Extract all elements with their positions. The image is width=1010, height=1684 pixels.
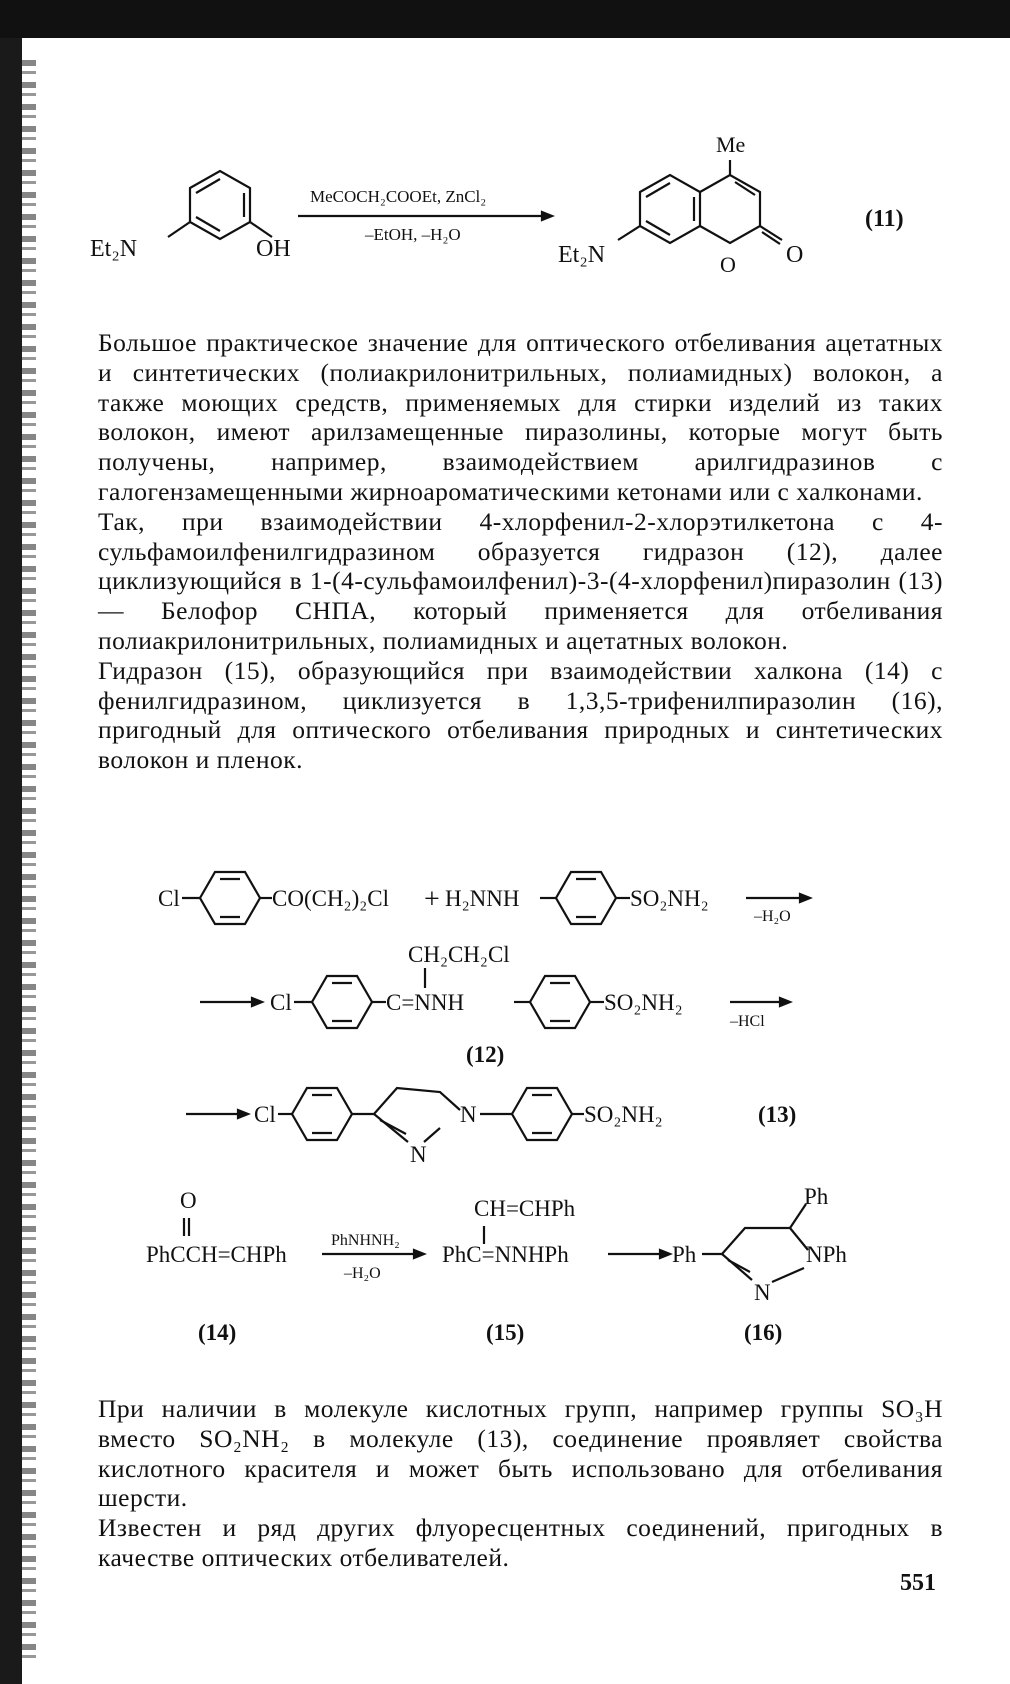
paragraph-block-1 — [98, 328, 943, 775]
row2-cl: Cl — [270, 990, 292, 1015]
row2-so2nh2: SO₂NH₂ — [604, 990, 683, 1015]
row1-sulfamoylphenyl-ring — [556, 872, 616, 924]
paragraph-block-2 — [98, 1394, 943, 1573]
reactant-benzene-ring — [168, 171, 272, 239]
pyrazoline-n: N — [754, 1280, 771, 1305]
paragraph-arylpyrazolines: Большое практическое значение для оптического отбеливания ацетатных и синтетических (полиакрилонитрильных, полиамидных) волокон, а также моющих средств, применяемых для стирки изделий из таких волокон, имеют арилзамещенные пиразолины, которые могут быть получены, например, взаимодействием арилгидразинов с галогензамещенными жирноароматическими кетонами или с халконами. — [98, 328, 943, 506]
row1-chlorophenyl-ring — [200, 872, 260, 924]
row1-so2nh2: SO₂NH₂ — [630, 886, 709, 911]
paragraph-triphenylpyrazoline: Гидразон (15), образующийся при взаимодействии халкона (14) с фенилгидразином, циклизуется в 1,3,5-трифенилпиразолин (16), пригодный для оптического отбеливания природных и синтетических волокон и пленок. — [98, 655, 943, 775]
compound-14-label: (14) — [198, 1320, 237, 1345]
row3-so2nh2: SO₂NH₂ — [584, 1102, 663, 1127]
chalcone-14: PhCCH=CHPh — [146, 1242, 287, 1267]
row1-plus: + — [424, 884, 440, 915]
product-me: Me — [716, 132, 746, 157]
row3-chlorophenyl-ring — [292, 1088, 352, 1140]
row2-hydrazone: C=NNH — [386, 990, 465, 1015]
compound-12-label: (12) — [466, 1042, 505, 1067]
paragraph-other-compounds: Известен и ряд других флуоресцентных соединений, пригодных в качестве оптических отбеливателей. — [98, 1513, 943, 1572]
row2-side-chain: CH₂CH₂Cl — [408, 942, 510, 967]
row3-n2: N — [410, 1142, 427, 1167]
reactant-oh: OH — [256, 236, 291, 262]
scan-left-noise — [22, 60, 36, 1660]
chalcone-arrow-below: –H₂O — [344, 1265, 381, 1282]
row1-cl: Cl — [158, 886, 180, 911]
page-number: 551 — [900, 1570, 936, 1596]
row3-n1: N — [460, 1102, 477, 1127]
row2-arrow-below: –HCl — [730, 1013, 765, 1030]
row2-sulfamoylphenyl-ring — [530, 976, 590, 1028]
pyrazoline-nph: NPh — [806, 1242, 847, 1267]
product-coumarin-rings — [618, 160, 782, 244]
reactant-et2n: Et₂N — [90, 236, 138, 262]
row3-cl: Cl — [254, 1102, 276, 1127]
compound-16-label: (16) — [744, 1320, 783, 1345]
pyrazoline-16-ring — [702, 1204, 808, 1282]
ketone-oxygen: O — [180, 1188, 197, 1213]
reaction-11-arrowhead — [542, 212, 552, 220]
row3-pyrazoline-ring — [352, 1088, 460, 1142]
product-carbonyl-oxygen: O — [786, 242, 804, 268]
row1-hydrazine: H₂NNH — [445, 886, 520, 911]
pyrazoline-ph-left: Ph — [672, 1242, 697, 1267]
chalcone-arrow-above: PhNHNH₂ — [331, 1232, 400, 1249]
row2-chlorophenyl-ring — [312, 976, 372, 1028]
hydrazone-15: PhC=NNHPh — [442, 1242, 569, 1267]
hydrazone-top: CH=CHPh — [474, 1196, 576, 1221]
compound-13-label: (13) — [758, 1102, 797, 1127]
product-ring-oxygen: O — [720, 252, 736, 277]
compound-15-label: (15) — [486, 1320, 525, 1345]
reaction-11-reagent-above: MeCOCH₂COOEt, ZnCl₂ — [310, 187, 487, 206]
row1-chain: CO(CH₂)₂Cl — [272, 886, 389, 911]
row1-arrow-below: –H₂O — [754, 908, 791, 925]
paragraph-acid-dye: При наличии в молекуле кислотных групп, например группы SO₃H вместо SO₂NH₂ в молекуле (13), соединение проявляет свойства кислотного красителя и может быть использовано для отбеливания шерсти. — [98, 1394, 943, 1513]
reaction-11-label: (11) — [865, 206, 904, 232]
pyrazoline-ph-top: Ph — [804, 1184, 829, 1209]
row3-sulfamoylphenyl-ring — [512, 1088, 572, 1140]
reaction-11-reagent-below: –EtOH, –H₂O — [365, 225, 461, 244]
paragraph-belofor: Так, при взаимодействии 4-хлорфенил-2-хлорэтилкетона с 4-сульфамоилфенилгидразином образуется гидразон (12), далее циклизующийся в 1-(4-сульфамоилфенил)-3-(4-хлорфенил)пиразолин (13) — Белофор СНПА, который применяется для отбеливания полиакрилонитрильных, полиамидных и ацетатных волокон. — [98, 506, 943, 655]
reaction-11-scheme — [0, 0, 1010, 300]
product-et2n: Et₂N — [558, 242, 606, 268]
